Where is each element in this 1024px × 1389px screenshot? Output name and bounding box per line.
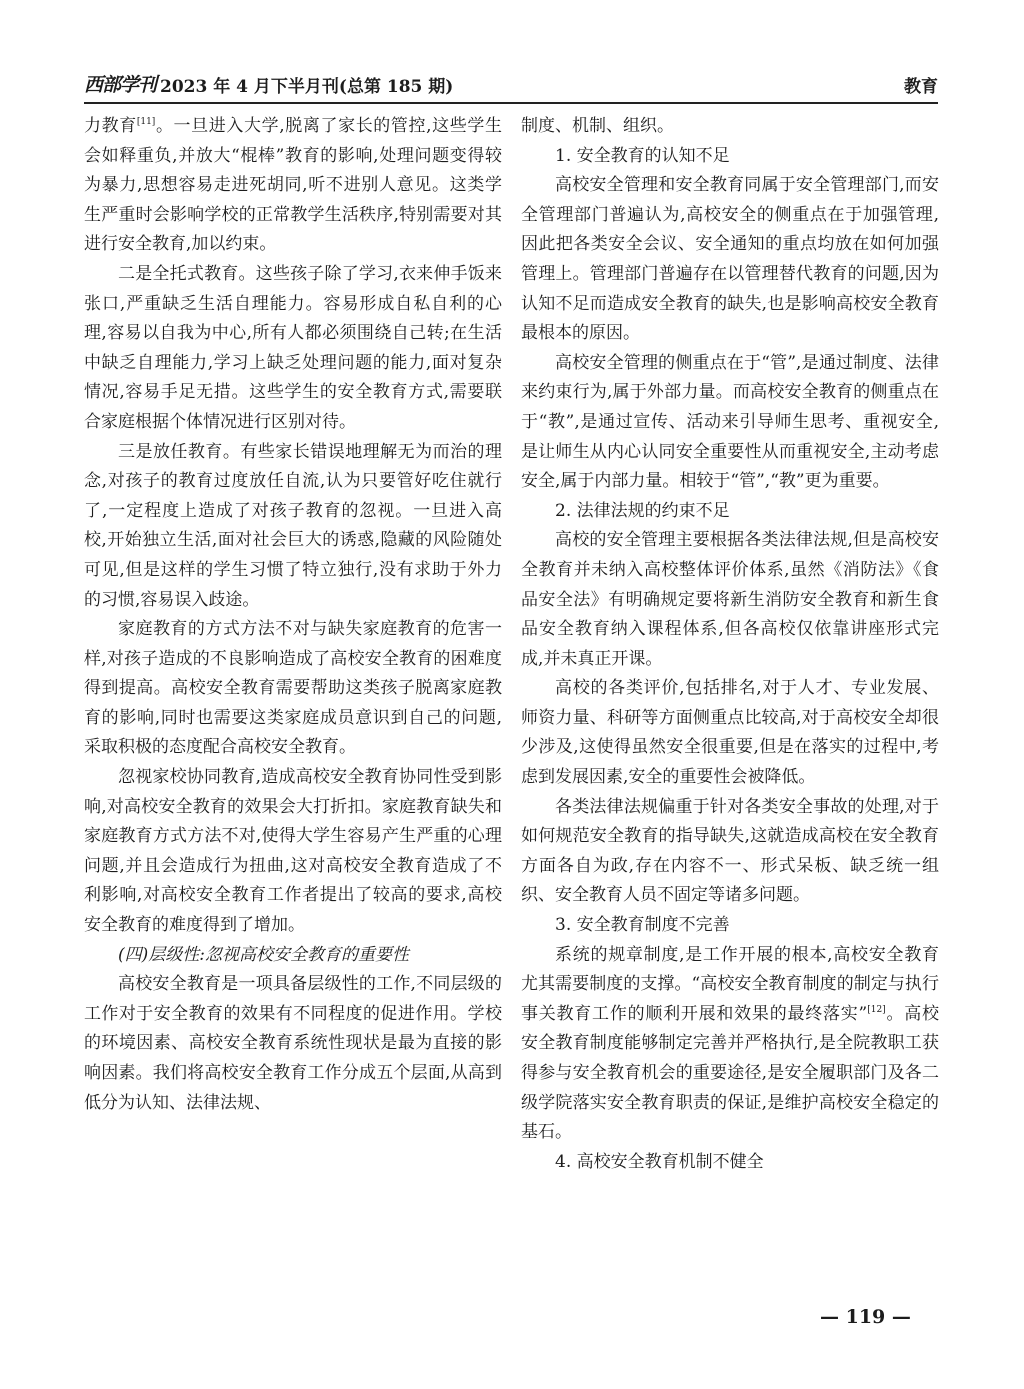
paragraph: 系统的规章制度,是工作开展的根本,高校安全教育尤其需要制度的支撑。“高校安全教育制度的制定与执行事关教育工作的顺利开展和效果的最终落实”[12]。高校安全教育制度能够制定完善并严格执行,是全院教职工获得参与安全教育机会的重要途径,是安全履职部门及各二级学院落实安全教育职责的保证,是维护高校安全稳定的基石。 xyxy=(521,944,939,1143)
left-column xyxy=(84,112,502,1118)
paragraph: 各类法律法规偏重于针对各类安全事故的处理,对于如何规范安全教育的指导缺失,这就造成高校在安全教育方面各自为政,存在内容不一、形式呆板、缺乏统一组织、安全教育人员不固定等诸多问题。 xyxy=(521,796,939,906)
issue-info: 2023 年 4 月下半月刊(总第 185 期) xyxy=(160,77,454,97)
running-header xyxy=(84,68,938,102)
header-rule xyxy=(84,102,938,104)
right-column xyxy=(521,112,939,1177)
subsection-heading: 2. 法律法规的约束不足 xyxy=(555,500,730,521)
citation: [11] xyxy=(136,117,156,127)
subsection-heading: 1. 安全教育的认知不足 xyxy=(555,145,730,166)
paragraph: 忽视家校协同教育,造成高校安全教育协同性受到影响,对高校安全教育的效果会大打折扣。家庭教育缺失和家庭教育方式方法不对,使得大学生容易产生严重的心理问题,并且会造成行为扭曲,这对高校安全教育造成了不利影响,对高校安全教育工作者提出了较高的要求,高校安全教育的难度得到了增加。 xyxy=(84,767,502,936)
journal-logo: 西部学刊 xyxy=(84,74,157,96)
paragraph: 高校安全管理的侧重点在于“管”,是通过制度、法律来约束行为,属于外部力量。而高校安全教育的侧重点在于“教”,是通过宣传、活动来引导师生思考、重视安全,是让师生从内心认同安全重要性从而重视安全,主动考虑安全,属于内部力量。相较于“管”,“教”更为重要。 xyxy=(521,352,939,492)
subsection-heading: 3. 安全教育制度不完善 xyxy=(555,915,730,936)
paragraph: 高校的各类评价,包括排名,对于人才、专业发展、师资力量、科研等方面侧重点比较高,对于高校安全却很少涉及,这使得虽然安全很重要,但是在落实的过程中,考虑到发展因素,安全的重要性会被降低。 xyxy=(521,678,939,788)
citation: [12] xyxy=(867,1004,886,1015)
section-label: 教育 xyxy=(904,77,938,97)
section-heading: (四)层级性:忽视高校安全教育的重要性 xyxy=(118,944,409,965)
paragraph: 二是全托式教育。这些孩子除了学习,衣来伸手饭来张口,严重缺乏生活自理能力。容易形成自私自利的心理,容易以自我为中心,所有人都必须围绕自己转;在生活中缺乏自理能力,学习上缺乏处理问题的能力,面对复杂情况,容易手足无措。这些学生的安全教育方式,需要联合家庭根据个体情况进行区别对待。 xyxy=(84,263,502,432)
paragraph: 高校安全管理和安全教育同属于安全管理部门,而安全管理部门普遍认为,高校安全的侧重点在于加强管理,因此把各类安全会议、安全通知的重点均放在如何加强管理上。管理部门普遍存在以管理替代教育的问题,因为认知不足而造成安全教育的缺失,也是影响高校安全教育最根本的原因。 xyxy=(521,175,939,344)
paragraph: 三是放任教育。有些家长错误地理解无为而治的理念,对孩子的教育过度放任自流,认为只要管好吃住就行了,一定程度上造成了对孩子教育的忽视。一旦进入高校,开始独立生活,面对社会巨大的诱惑,隐藏的风险随处可见,但是这样的学生习惯了特立独行,没有求助于外力的习惯,容易误入歧途。 xyxy=(84,441,502,610)
subsection-heading: 4. 高校安全教育机制不健全 xyxy=(555,1151,764,1172)
paragraph: 制度、机制、组织。 xyxy=(521,116,674,136)
paragraph: 家庭教育的方式方法不对与缺失家庭教育的危害一样,对孩子造成的不良影响造成了高校安全教育的困难度得到提高。高校安全教育需要帮助这类孩子脱离家庭教育的影响,同时也需要这类家庭成员意识到自己的问题,采取积极的态度配合高校安全教育。 xyxy=(84,619,502,758)
paragraph: 高校安全教育是一项具备层级性的工作,不同层级的工作对于安全教育的效果有不同程度的促进作用。学校的环境因素、高校安全教育系统性现状是最为直接的影响因素。我们将高校安全教育工作分成五个层面,从高到低分为认知、法律法规、 xyxy=(84,974,502,1113)
paragraph: 高校的安全管理主要根据各类法律法规,但是高校安全教育并未纳入高校整体评价体系,虽然《消防法》《食品安全法》有明确规定要将新生消防安全教育和新生食品安全教育纳入课程体系,但各高校仅依靠讲座形式完成,并未真正开课。 xyxy=(521,530,939,669)
page-number: — 119 — xyxy=(820,1306,911,1328)
paragraph: 力教育[11]。一旦进入大学,脱离了家长的管控,这些学生会如释重负,并放大“棍棒”教育的影响,处理问题变得较为暴力,思想容易走进死胡同,听不进别人意见。这类学生严重时会影响学校的正常教学生活秩序,特别需要对其进行安全教育,加以约束。 xyxy=(84,116,503,255)
